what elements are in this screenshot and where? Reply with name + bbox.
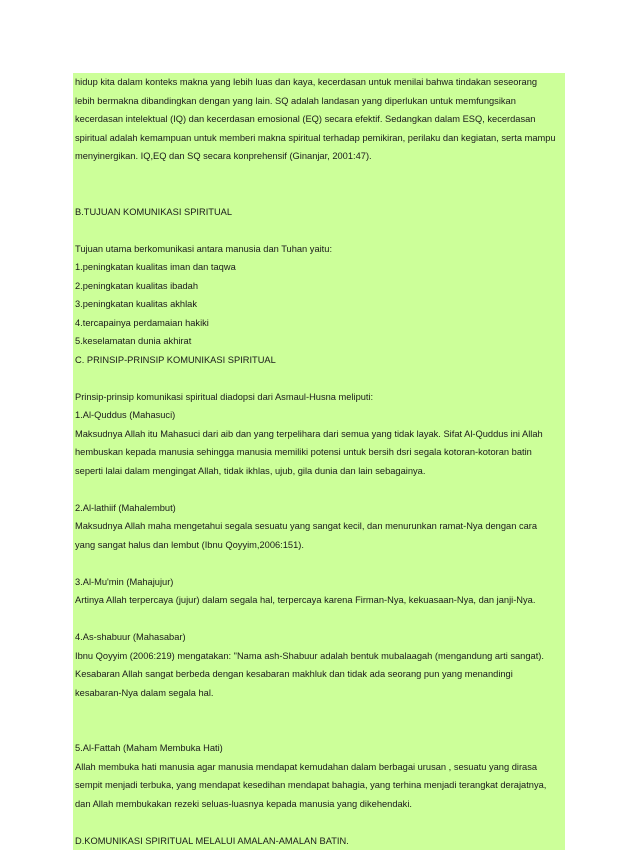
text-line: kesabaran-Nya dalam segala hal. [73, 684, 565, 703]
text-line: Maksudnya Allah maha mengetahui segala sesuatu yang sangat kecil, dan menurunkan ramat-Nya dengan cara [73, 517, 565, 536]
text-line: 2.peningkatan kualitas ibadah [73, 277, 565, 296]
text-line: hidup kita dalam konteks makna yang lebih luas dan kaya, kecerdasan untuk menilai bahwa tindakan seseorang [73, 73, 565, 92]
text-line: 3.Al-Mu'min (Mahajujur) [73, 573, 565, 592]
text-line: D.KOMUNIKASI SPIRITUAL MELALUI AMALAN-AMALAN BATIN. [73, 832, 565, 850]
text-line: menyinergikan. IQ,EQ dan SQ secara konprehensif (Ginanjar, 2001:47). [73, 147, 565, 166]
blank-line [73, 184, 565, 203]
text-line: Ibnu Qoyyim (2006:219) mengatakan: "Nama ash-Shabuur adalah bentuk mubalaagah (mengandung arti sangat). [73, 647, 565, 666]
text-line: dan Allah membukakan rezeki seluas-luasnya kepada manusia yang dikehendaki. [73, 795, 565, 814]
text-line: 2.Al-lathiif (Mahalembut) [73, 499, 565, 518]
text-line: 3.peningkatan kualitas akhlak [73, 295, 565, 314]
text-line: 4.As-shabuur (Mahasabar) [73, 628, 565, 647]
text-line: hembuskan kepada manusia sehingga manusia memiliki potensi untuk bersih dsri segala kotoran-kotoran batin [73, 443, 565, 462]
text-line: yang sangat halus dan lembut (Ibnu Qoyyim,2006:151). [73, 536, 565, 555]
text-line: 1.peningkatan kualitas iman dan taqwa [73, 258, 565, 277]
text-line: sempit menjadi terbuka, yang mendapat kesedihan mendapat bahagia, yang terhina menjadi terangkat derajatnya, [73, 776, 565, 795]
text-line: 5.Al-Fattah (Maham Membuka Hati) [73, 739, 565, 758]
text-line: Artinya Allah terpercaya (jujur) dalam segala hal, terpercaya karena Firman-Nya, kekuasaan-Nya, dan janji-Nya. [73, 591, 565, 610]
text-line: Allah membuka hati manusia agar manusia mendapat kemudahan dalam berbagai urusan , sesuatu yang dirasa [73, 758, 565, 777]
blank-line [73, 721, 565, 740]
text-line: Maksudnya Allah itu Mahasuci dari aib dan yang terpelihara dari semua yang tidak layak. Sifat Al-Quddus ini Allah [73, 425, 565, 444]
text-line: spiritual adalah kemampuan untuk memberi makna spiritual terhadap pemikiran, perilaku dan kegiatan, serta mampu [73, 129, 565, 148]
blank-line [73, 610, 565, 629]
blank-line [73, 702, 565, 721]
text-line: seperti lalai dalam mengingat Allah, tidak ikhlas, ujub, gila dunia dan lain sebagainya. [73, 462, 565, 481]
blank-line [73, 480, 565, 499]
text-line: Tujuan utama berkomunikasi antara manusia dan Tuhan yaitu: [73, 240, 565, 259]
document-body [73, 73, 565, 850]
blank-line [73, 813, 565, 832]
text-line: B.TUJUAN KOMUNIKASI SPIRITUAL [73, 203, 565, 222]
text-line: lebih bermakna dibandingkan dengan yang lain. SQ adalah landasan yang diperlukan untuk memfungsikan [73, 92, 565, 111]
blank-line [73, 166, 565, 185]
text-line: kecerdasan intelektual (IQ) dan kecerdasan emosional (EQ) secara efektif. Sedangkan dalam ESQ, kecerdasan [73, 110, 565, 129]
blank-line [73, 221, 565, 240]
blank-line [73, 369, 565, 388]
text-line: 5.keselamatan dunia akhirat [73, 332, 565, 351]
text-line: 4.tercapainya perdamaian hakiki [73, 314, 565, 333]
blank-line [73, 554, 565, 573]
text-line: C. PRINSIP-PRINSIP KOMUNIKASI SPIRITUAL [73, 351, 565, 370]
text-line: Kesabaran Allah sangat berbeda dengan kesabaran makhluk dan tidak ada seorang pun yang menandingi [73, 665, 565, 684]
text-line: Prinsip-prinsip komunikasi spiritual diadopsi dari Asmaul-Husna meliputi: [73, 388, 565, 407]
text-line: 1.Al-Quddus (Mahasuci) [73, 406, 565, 425]
